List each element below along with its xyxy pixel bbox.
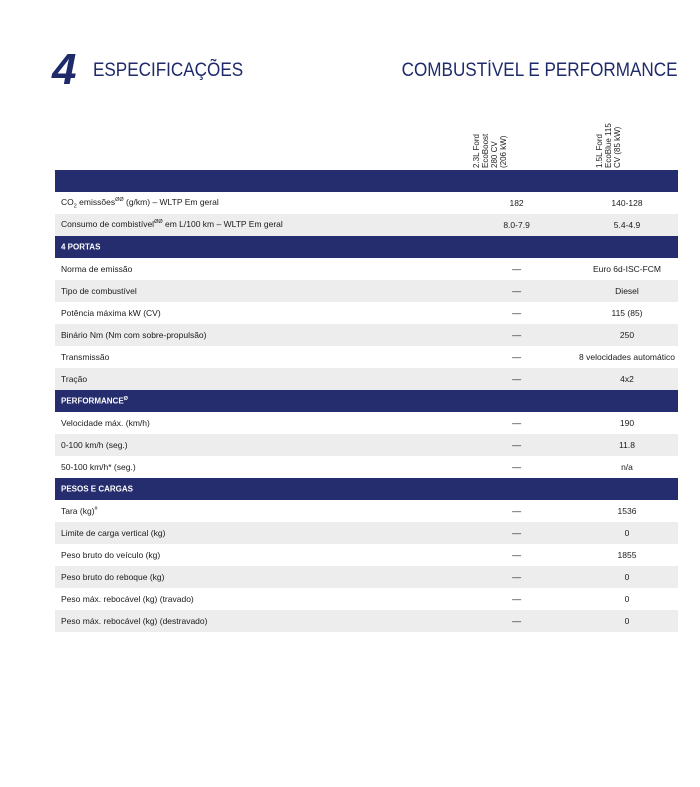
- table-row: [55, 368, 678, 390]
- section-title-text: PERFORMANCE: [61, 396, 124, 406]
- row-label-text: Tipo de combustível: [61, 286, 137, 296]
- dash-icon: —: [512, 572, 522, 582]
- value-ecoblue: 250: [619, 330, 635, 340]
- value-ecoblue: 5.4-4.9: [613, 220, 641, 230]
- table-row: [55, 346, 678, 368]
- row-label: [55, 528, 457, 538]
- column-header-ecoblue-text: 1.5L Ford EcoBlue 115 CV (85 kW): [595, 123, 622, 168]
- row-label: [55, 264, 457, 274]
- dash-icon: —: [512, 330, 522, 340]
- value-ecoboost: [457, 572, 576, 582]
- dash-icon: —: [512, 308, 522, 318]
- row-label: [55, 572, 457, 582]
- dash-icon: —: [512, 286, 522, 296]
- row-label-text: Consumo de combistível: [61, 218, 155, 229]
- section-title-text: 4 PORTAS: [61, 242, 101, 252]
- table-row: [55, 588, 678, 610]
- section-title-superscript: Ø: [123, 396, 128, 403]
- value-ecoblue: 0: [624, 616, 630, 626]
- row-label-text: Peso bruto do reboque (kg): [61, 572, 165, 582]
- value-ecoblue: Diesel: [615, 286, 639, 296]
- value-ecoblue: 0: [624, 528, 630, 538]
- value-ecoboost: [457, 374, 576, 384]
- table-row: [55, 192, 678, 214]
- value-ecoboost: [457, 264, 576, 274]
- row-label: [55, 308, 457, 318]
- table-row: [55, 566, 678, 588]
- dash-icon: —: [512, 440, 522, 450]
- section-title: [55, 484, 461, 494]
- value-ecoboost: [457, 506, 576, 516]
- row-label: [55, 286, 457, 296]
- row-label-text: CO: [61, 196, 74, 207]
- value-ecoboost: 182: [509, 198, 524, 208]
- row-label-text: (g/km) – WLTP Em geral: [123, 196, 219, 207]
- value-ecoboost: [457, 616, 576, 626]
- value-ecoboost: [457, 462, 576, 472]
- column-header-ecoboost-text: 2.3L Ford EcoBoost 280 CV (206 kW): [472, 133, 508, 168]
- row-label-text: Peso máx. rebocável (kg) (destravado): [61, 616, 208, 626]
- row-label-text: em L/100 km – WLTP Em geral: [162, 218, 283, 229]
- row-label-text: emissões: [76, 196, 116, 207]
- table-row: [55, 324, 678, 346]
- table-row: [55, 456, 678, 478]
- section-title: ESPECIFICAÇÕES: [93, 60, 244, 81]
- row-label-superscript: ØØ: [115, 196, 124, 203]
- value-ecoblue: 190: [619, 418, 635, 428]
- row-label: [55, 197, 457, 210]
- value-ecoblue: 1536: [617, 506, 637, 516]
- table-header-band: [55, 170, 678, 192]
- row-label-text: Transmissão: [61, 352, 110, 362]
- row-label: [55, 594, 457, 604]
- table-row: [55, 412, 678, 434]
- row-label: [55, 506, 457, 516]
- row-label: [55, 330, 457, 340]
- value-ecoboost: [457, 440, 576, 450]
- row-label: [55, 550, 457, 560]
- row-label-text: Peso bruto do veículo (kg): [61, 550, 161, 560]
- dash-icon: —: [512, 462, 522, 472]
- value-ecoboost: [457, 352, 576, 362]
- row-label: [55, 418, 457, 428]
- section-title: [55, 396, 461, 406]
- value-ecoboost: [457, 528, 576, 538]
- dash-icon: —: [512, 616, 522, 626]
- row-label: [55, 462, 457, 472]
- row-label: [55, 219, 457, 232]
- dash-icon: —: [512, 594, 522, 604]
- column-header-ecoblue: [592, 118, 652, 168]
- dash-icon: —: [512, 352, 522, 362]
- row-label-text: Tração: [61, 374, 88, 384]
- table-row: [55, 434, 678, 456]
- specifications-table: [55, 170, 678, 632]
- value-ecoboost: [457, 550, 576, 560]
- column-header-ecoboost: [472, 118, 538, 168]
- value-ecoboost: [457, 308, 576, 318]
- value-ecoboost: [457, 418, 576, 428]
- value-ecoblue: Euro 6d-ISC-FCM: [592, 264, 661, 274]
- row-label-text: Binário Nm (Nm com sobre-propulsão): [61, 330, 207, 340]
- table-row: [55, 302, 678, 324]
- row-label-superscript: #: [94, 506, 98, 513]
- row-label-text: 50-100 km/h* (seg.): [61, 462, 136, 472]
- value-ecoblue: 8 velocidades automático: [579, 352, 675, 362]
- section-header: [55, 236, 678, 258]
- value-ecoboost: [457, 286, 576, 296]
- value-ecoblue: 1855: [617, 550, 637, 560]
- value-ecoblue: 11.8: [619, 440, 635, 450]
- section-number: 4: [52, 45, 75, 94]
- row-label-superscript: ØØ: [154, 218, 163, 225]
- section-title-text: PESOS E CARGAS: [61, 484, 134, 494]
- table-row: [55, 522, 678, 544]
- row-label-text: Limite de carga vertical (kg): [61, 528, 166, 538]
- value-ecoblue: 115 (85): [611, 308, 643, 318]
- value-ecoblue: 0: [624, 572, 630, 582]
- value-ecoblue: n/a: [621, 462, 633, 472]
- table-row: [55, 258, 678, 280]
- value-ecoboost: 8.0-7.9: [503, 220, 530, 230]
- page-title: COMBUSTÍVEL E PERFORMANCE: [402, 60, 678, 81]
- dash-icon: —: [512, 418, 522, 428]
- table-row: [55, 544, 678, 566]
- row-label: [55, 440, 457, 450]
- row-label: [55, 616, 457, 626]
- row-label: [55, 374, 457, 384]
- section-header: [55, 478, 678, 500]
- row-label-text: Potência máxima kW (CV): [61, 308, 161, 318]
- dash-icon: —: [512, 374, 522, 384]
- value-ecoblue: 0: [624, 594, 630, 604]
- row-label-text: Velocidade máx. (km/h): [61, 418, 150, 428]
- table-row: [55, 500, 678, 522]
- dash-icon: —: [512, 506, 522, 516]
- row-label-text: Norma de emissão: [61, 264, 133, 274]
- table-row: [55, 214, 678, 236]
- table-row: [55, 280, 678, 302]
- table-row: [55, 610, 678, 632]
- dash-icon: —: [512, 264, 522, 274]
- page-header: [0, 0, 700, 110]
- row-label: [55, 352, 457, 362]
- value-ecoblue: 4x2: [620, 374, 634, 384]
- value-ecoblue: 140-128: [611, 198, 643, 208]
- dash-icon: —: [512, 528, 522, 538]
- section-title: [55, 242, 461, 252]
- row-label-text: Tara (kg): [61, 506, 95, 516]
- value-ecoboost: [457, 330, 576, 340]
- value-ecoboost: [457, 594, 576, 604]
- row-label-text: 0-100 km/h (seg.): [61, 440, 128, 450]
- section-header: [55, 390, 678, 412]
- row-label-text: Peso máx. rebocável (kg) (travado): [61, 594, 194, 604]
- row-label-subscript: 2: [73, 203, 77, 210]
- dash-icon: —: [512, 550, 522, 560]
